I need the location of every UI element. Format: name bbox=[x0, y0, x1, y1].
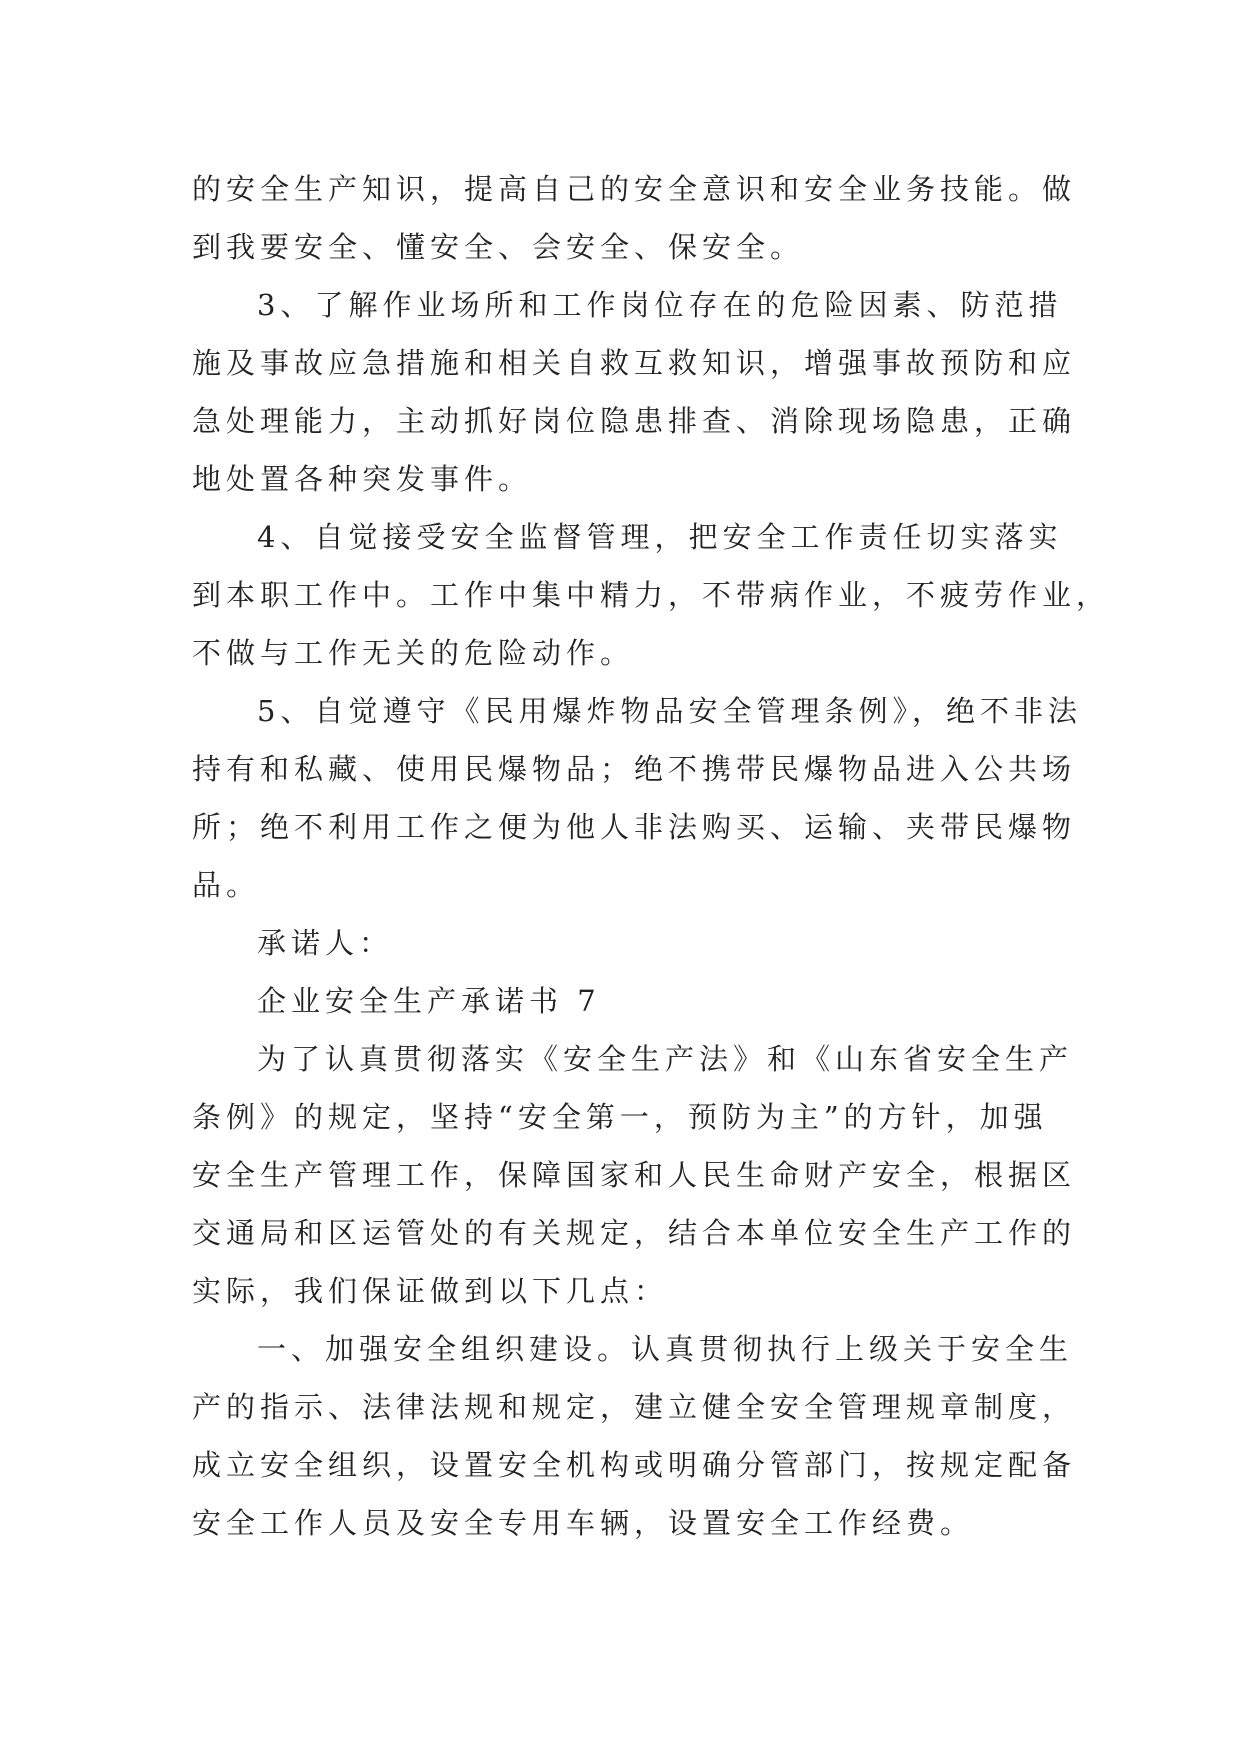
text-line: 所；绝不利用工作之便为他人非法购买、运输、夹带民爆物 bbox=[192, 810, 1077, 844]
text-line: 不做与工作无关的危险动作。 bbox=[192, 636, 635, 670]
paragraph-item-5-start: 5、自觉遵守《民用爆炸物品安全管理条例》，绝不非法 bbox=[257, 694, 1082, 728]
text-line: 到我要安全、懂安全、会安全、保安全。 bbox=[192, 230, 805, 264]
paragraph-item-3-start: 3、了解作业场所和工作岗位存在的危险因素、防范措 bbox=[257, 288, 1063, 322]
text-line: 到本职工作中。工作中集中精力，不带病作业，不疲劳作业， bbox=[192, 578, 1111, 612]
text-line: 施及事故应急措施和相关自救互救知识，增强事故预防和应 bbox=[192, 346, 1077, 380]
text-line: 交通局和区运管处的有关规定，结合本单位安全生产工作的 bbox=[192, 1216, 1077, 1250]
section-title: 企业安全生产承诺书 7 bbox=[257, 984, 601, 1018]
signatory-label: 承诺人： bbox=[257, 926, 394, 960]
text-line: 实际，我们保证做到以下几点： bbox=[192, 1274, 669, 1308]
text-line: 急处理能力，主动抓好岗位隐患排查、消除现场隐患，正确 bbox=[192, 404, 1077, 438]
text-line: 地处置各种突发事件。 bbox=[192, 462, 533, 496]
paragraph-point-1-start: 一、加强安全组织建设。认真贯彻执行上级关于安全生 bbox=[257, 1332, 1074, 1366]
text-line: 的安全生产知识，提高自己的安全意识和安全业务技能。做 bbox=[192, 172, 1077, 206]
text-line: 安全生产管理工作，保障国家和人民生命财产安全，根据区 bbox=[192, 1158, 1077, 1192]
text-line: 产的指示、法律法规和规定，建立健全安全管理规章制度， bbox=[192, 1390, 1077, 1424]
text-line: 安全工作人员及安全专用车辆，设置安全工作经费。 bbox=[192, 1506, 975, 1540]
text-line: 品。 bbox=[192, 868, 261, 902]
paragraph-intro-start: 为了认真贯彻落实《安全生产法》和《山东省安全生产 bbox=[257, 1042, 1074, 1076]
document-body bbox=[192, 160, 1111, 1552]
text-line: 持有和私藏、使用民爆物品；绝不携带民爆物品进入公共场 bbox=[192, 752, 1077, 786]
text-line: 条例》的规定，坚持“安全第一，预防为主”的方针，加强 bbox=[192, 1100, 1048, 1134]
paragraph-item-4-start: 4、自觉接受安全监督管理，把安全工作责任切实落实 bbox=[257, 520, 1063, 554]
text-line: 成立安全组织，设置安全机构或明确分管部门，按规定配备 bbox=[192, 1448, 1077, 1482]
